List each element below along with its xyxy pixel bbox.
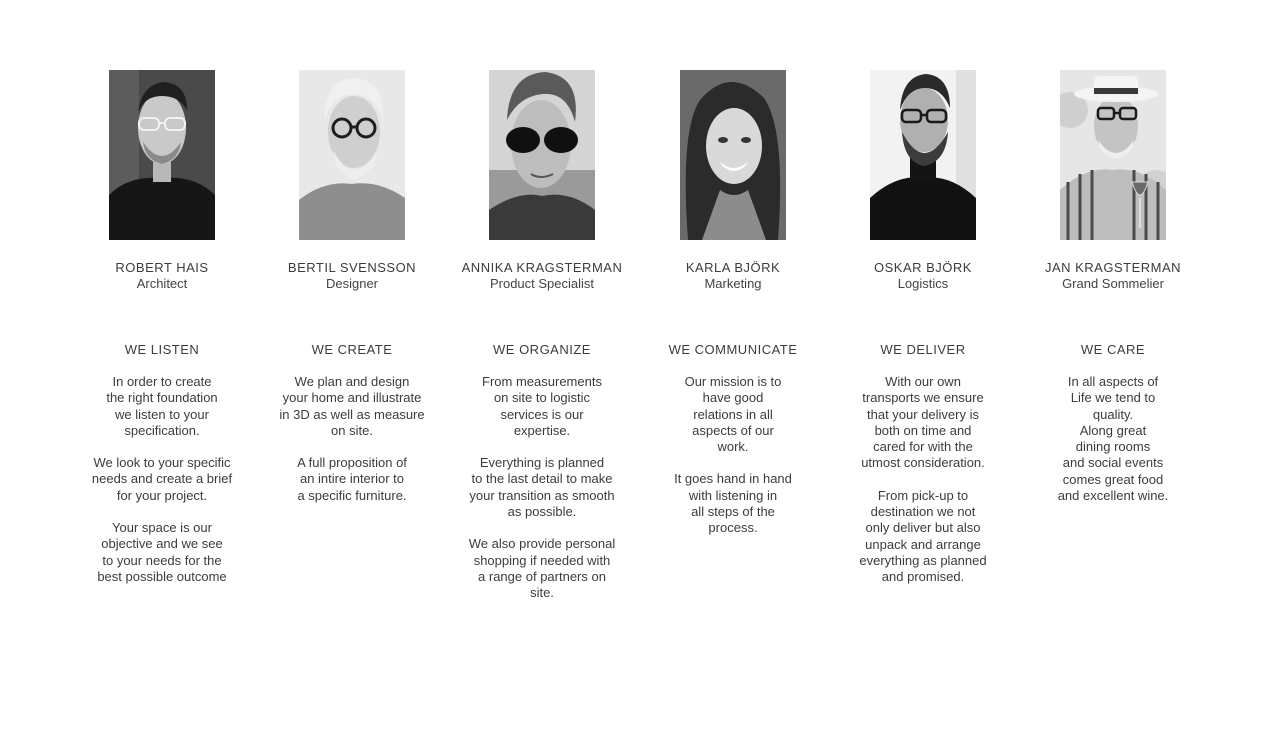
body-paragraph: A full proposition of an intire interior to a specific furniture. <box>297 455 407 503</box>
body-paragraph: From pick-up to destination we not only deliver but also unpack and arrange everything as planned and promised. <box>859 487 987 585</box>
portrait-photo <box>489 70 595 240</box>
section-heading: WE COMMUNICATE <box>668 342 798 357</box>
body-paragraph: We plan and design your home and illustrate in 3D as well as measure on site. <box>279 374 425 438</box>
member-name: BERTIL SVENSSON <box>287 260 417 275</box>
section-body <box>638 374 828 553</box>
section-heading: WE DELIVER <box>880 342 966 357</box>
body-paragraph: Our mission is to have good relations in all aspects of our work. <box>684 374 782 455</box>
body-paragraph: With our own transports we ensure that your delivery is both on time and cared for with the utmost consideration. <box>861 374 985 471</box>
member-name: JAN KRAGSTERMAN <box>1044 260 1182 275</box>
body-paragraph: From measurements on site to logistic services is our expertise. <box>482 374 602 438</box>
section-heading: WE ORGANIZE <box>493 342 591 357</box>
section-body <box>828 374 1018 602</box>
member-role: Grand Sommelier <box>1062 276 1164 291</box>
member-name: ROBERT HAIS <box>115 260 209 275</box>
section-heading: WE CREATE <box>311 342 393 357</box>
section-body <box>67 374 257 601</box>
member-role: Architect <box>136 276 188 291</box>
section-heading: WE CARE <box>1080 342 1146 357</box>
body-paragraph: It goes hand in hand with listening in all steps of the process. <box>674 471 792 536</box>
body-paragraph: In order to create the right foundation we listen to your specification. <box>106 374 218 438</box>
body-paragraph: Everything is planned to the last detail to make your transition as smooth as possible. <box>469 455 615 520</box>
section-body <box>1018 374 1208 520</box>
section-body <box>257 374 447 520</box>
body-paragraph: In all aspects of Life we tend to quality. Along great dining rooms and social events comes great food and excellent wine. <box>1057 374 1169 504</box>
member-name: OSKAR BJÖRK <box>874 260 972 275</box>
portrait-photo <box>1060 70 1166 240</box>
member-name: KARLA BJÖRK <box>685 260 781 275</box>
section-heading: WE LISTEN <box>124 342 200 357</box>
body-paragraph: We look to your specific needs and create a brief for your project. <box>91 455 233 503</box>
body-paragraph: Your space is our objective and we see to your needs for the best possible outcome <box>97 520 227 584</box>
portrait-photo <box>299 70 405 240</box>
member-role: Marketing <box>704 276 762 291</box>
member-role: Designer <box>325 276 379 291</box>
member-name: ANNIKA KRAGSTERMAN <box>461 260 623 275</box>
section-body <box>447 374 637 618</box>
portrait-photo <box>870 70 976 240</box>
portrait-photo <box>680 70 786 240</box>
body-paragraph: We also provide personal shopping if needed with a range of partners on site. <box>468 536 616 601</box>
portrait-photo <box>109 70 215 240</box>
member-role: Logistics <box>897 276 949 291</box>
member-role: Product Specialist <box>489 276 595 291</box>
